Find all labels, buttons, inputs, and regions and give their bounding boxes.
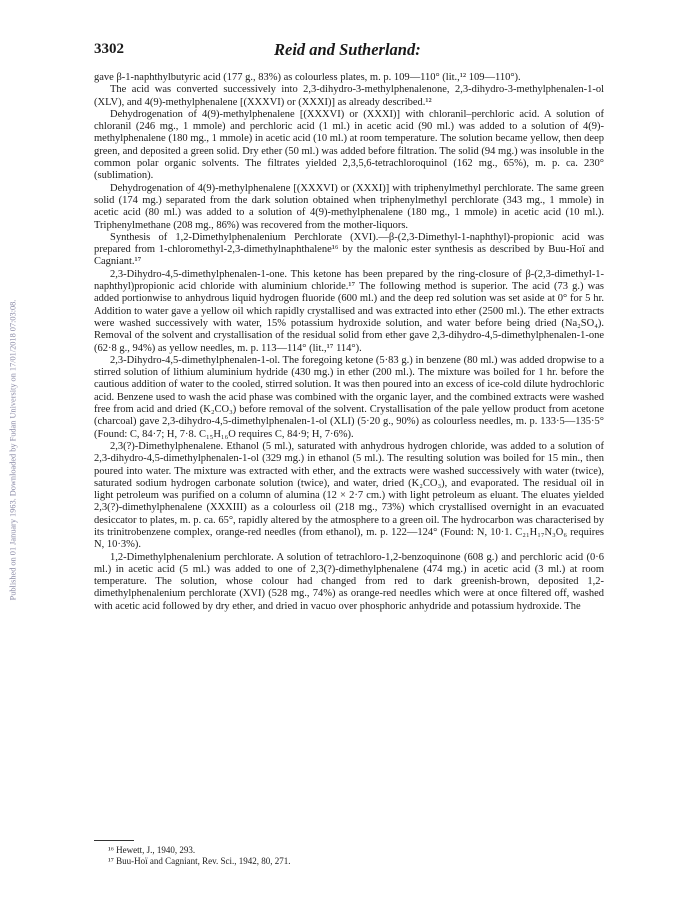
paragraph: The acid was converted successively into 2,3-dihydro-3-methylphenalenone, 2,3-dihydro-3-methylphenalen-1-ol (XLV), and 4(9)-methylphenalene [(XXXVI) or (XXXI)] as already described.¹²: [94, 84, 604, 108]
footnote: ¹⁶ Hewett, J., 1940, 293.: [108, 845, 196, 855]
footnote: ¹⁷ Buu-Hoï and Cagniant, Rev. Sci., 1942, 80, 271.: [108, 856, 291, 866]
paragraph: Synthesis of 1,2-Dimethylphenalenium Perchlorate (XVI).—β-(2,3-Dimethyl-1-naphthyl)-propionic acid was prepared from 1-chloromethyl-2,3-dimethylnaphthalene¹⁶ by the malonic ester synthesis as described by Buu-Hoï and Cagniant.¹⁷: [94, 231, 604, 268]
paragraph: 2,3-Dihydro-4,5-dimethylphenalen-1-one. This ketone has been prepared by the ring-closure of β-(2,3-dimethyl-1-naphthyl)propionic acid chloride with aluminium chloride.¹⁷ The following method is superior. The acid (73 g.) was added portionwise to anhydrous liquid hydrogen fluoride (600 ml.) and the deep red solution was set aside at 0° for 5 hr. Addition to water gave a yellow oil which rapidly crystallised and was extracted into ether (2500 ml.). The ether extracts were washed successively with water, 15% potassium hydroxide solution, and water before being dried (Na₂SO₄). Removal of the solvent and crystallisation of the residual solid from ether gave 2,3-dihydro-4,5-dimethylphenalen-1-one (62·8 g., 94%) as yellow needles, m. p. 113—114° (lit.,¹⁷ 114°).: [94, 268, 604, 354]
footnotes: [94, 840, 604, 867]
article-body: [94, 72, 604, 613]
paragraph: 2,3(?)-Dimethylphenalene. Ethanol (5 ml.), saturated with anhydrous hydrogen chloride, was added to a solution of 2,3-dihydro-4,5-dimethylphenalen-1-ol (329 mg.) in ethanol (5 ml.). The resulting solution was boiled for 15 min., then poured into water. The mixture was extracted with ether, and the extracts were washed successively with water (twice), saturated sodium hydrogen carbonate solution (twice), and water, dried (K₂CO₃), and evaporated. The residual oil in light petroleum was purified on a column of alumina (12 × 2·7 cm.) with light petroleum as eluant. The eluates yielded 2,3(?)-dimethylphenalene (XXXIII) as a colourless oil (218 mg., 73%) which crystallised overnight in an evacuated desiccator to plates, m. p. ca. 65°, rapidly altered by the atmosphere to a green oil. The hydrocarbon was characterised by its trinitrobenzene complex, orange-red needles (from ethanol), m. p. 122—124° (Found: N, 10·1. C₂₁H₁₇N₃O₆ requires N, 10·3%).: [94, 440, 604, 551]
page-header: [94, 41, 604, 65]
running-head: Reid and Sutherland:: [274, 40, 421, 59]
paragraph: Dehydrogenation of 4(9)-methylphenalene [(XXXVI) or (XXXI)] with triphenylmethyl perchlorate. The same green solid (174 mg.) separated from the dark solution obtained when triphenylmethyl perchlorate (343 mg., 1 mmole) in acetic acid (80 ml.) was added to a solution of 4(9)-methylphenalene (180 mg., 1 mmole) in acetic acid (10 ml.). Triphenylmethane (208 mg., 86%) was recovered from the mother-liquors.: [94, 182, 604, 231]
page-number: 3302: [94, 41, 124, 57]
paragraph: 1,2-Dimethylphenalenium perchlorate. A solution of tetrachloro-1,2-benzoquinone (608 g.) and perchloric acid (0·6 ml.) in acetic acid (5 ml.) was added to one of 2,3(?)-dimethylphenalene (474 mg.) in acetic acid (3 ml.) at room temperature. The solution, whose colour had changed from red to dark greenish-brown, deposited 1,2-dimethylphenalenium perchlorate (XVI) (528 mg., 74%) as orange-red needles which were at once filtered off, washed with acetic acid followed by dry ether, and dried in vacuo over phosphoric anhydride and potassium hydroxide. The: [94, 551, 604, 612]
download-watermark-text: Published on 01 January 1963. Downloaded by Fudan University on 17/01/2018 07:03:08.: [8, 299, 18, 601]
footnote-rule: [94, 840, 134, 841]
download-watermark: [6, 150, 20, 750]
paragraph: Dehydrogenation of 4(9)-methylphenalene [(XXXVI) or (XXXI)] with chloranil–perchloric acid. A solution of chloranil (246 mg., 1 mmole) and perchloric acid (1 ml.) in acetic acid (90 ml.) was added to a solution of 4(9)-methylphenalene (180 mg., 1 mmole) in acetic acid (10 ml.) at room temperature. The solution became yellow, then deep green, and deposited a green solid. Dry ether (50 ml.) was added before filtration. The solid (94 mg.) was insoluble in the common polar organic solvents. The filtrates yielded 2,3,5,6-tetrachloroquinol (162 mg., 65%), m. p. ca. 230° (sublimation).: [94, 108, 604, 182]
paragraph: 2,3-Dihydro-4,5-dimethylphenalen-1-ol. The foregoing ketone (5·83 g.) in benzene (80 ml.) was added dropwise to a stirred solution of lithium aluminium hydride (430 mg.) in ether (200 ml.). The mixture was boiled for 1 hr. before the cautious addition of water to the cooled, stirred solution. It was then poured into an excess of ice-cold dilute hydrochloric acid. Benzene used to wash the acid phase was combined with the organic layer, and the combined extracts were washed free from acid and dried (K₂CO₃) before removal of the solvent. Crystallisation of the pale yellow product from acetone (charcoal) gave 2,3-dihydro-4,5-dimethylphenalen-1-ol (XLI) (5·20 g., 90%) as colourless needles, m. p. 133·5—135·5° (Found: C, 84·7; H, 7·8. C₁₅H₁₆O requires C, 84·9; H, 7·6%).: [94, 354, 604, 440]
paragraph: gave β-1-naphthylbutyric acid (177 g., 83%) as colourless plates, m. p. 109—110° (lit.,¹² 109—110°).: [94, 72, 521, 83]
